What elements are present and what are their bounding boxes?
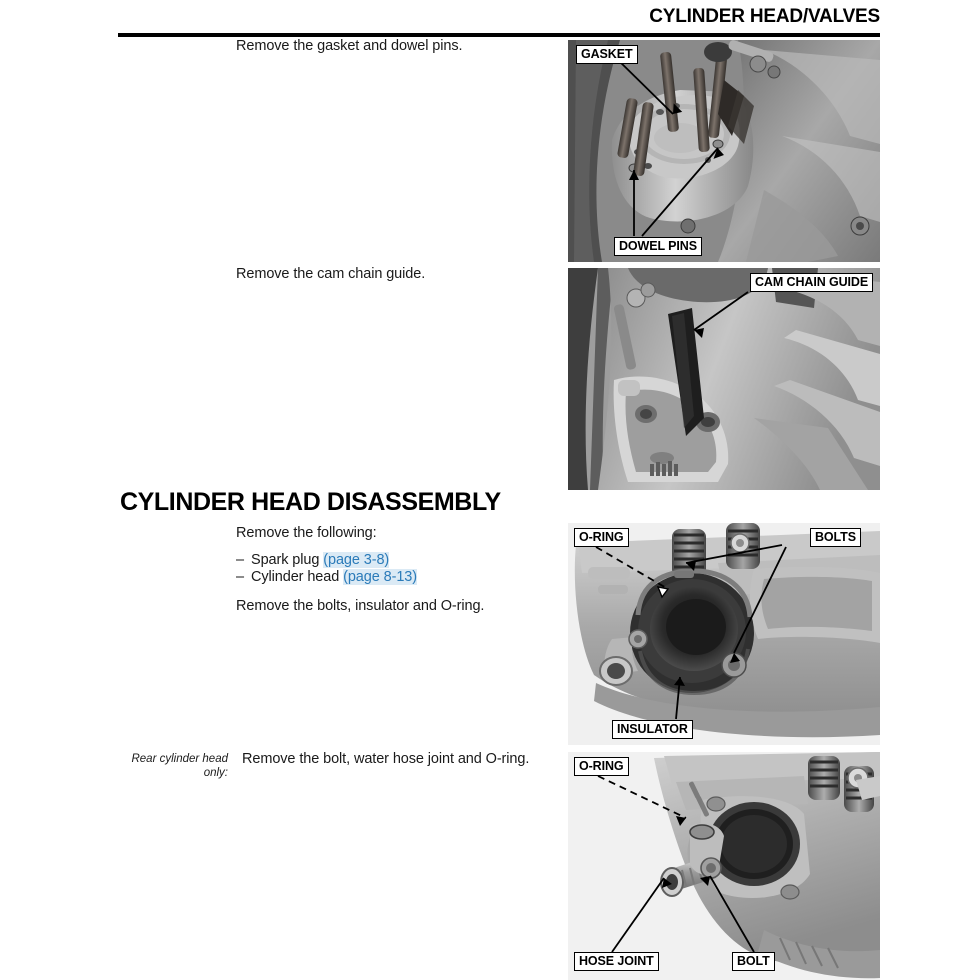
figure-cam-chain-guide <box>568 268 880 490</box>
callout-hose-joint: HOSE JOINT <box>574 952 659 971</box>
instruction-remove-cam-chain-guide: Remove the cam chain guide. <box>236 266 426 282</box>
figure-2-image <box>568 268 880 490</box>
list-item <box>236 552 546 569</box>
callout-bolt: BOLT <box>732 952 775 971</box>
disassembly-instructions <box>236 524 546 616</box>
figure-gasket-dowel-pins <box>568 40 880 262</box>
list-item <box>236 569 546 586</box>
section-heading: CYLINDER HEAD DISASSEMBLY <box>120 488 501 516</box>
figure-oring-bolts-insulator <box>568 523 880 745</box>
callout-cam-chain-guide: CAM CHAIN GUIDE <box>750 273 873 292</box>
figure-3-image <box>568 523 880 745</box>
page-title: CYLINDER HEAD/VALVES <box>649 6 880 27</box>
instruction-remove-bolt-hose-joint-oring: Remove the bolt, water hose joint and O-ring. <box>242 751 530 767</box>
callout-gasket: GASKET <box>576 45 638 64</box>
figure-oring-hose-joint-bolt <box>568 752 880 980</box>
callout-o-ring: O-RING <box>574 528 629 547</box>
callout-insulator: INSULATOR <box>612 720 693 739</box>
figure-4-image <box>568 752 880 980</box>
instruction-remove-gasket: Remove the gasket and dowel pins. <box>236 38 463 54</box>
instruction-remove-bolts-insulator-oring: Remove the bolts, insulator and O-ring. <box>236 598 485 614</box>
list-item-text: Spark plug <box>251 552 324 568</box>
page-reference-link[interactable]: (page 3-8) <box>323 552 390 568</box>
page-header <box>118 6 880 36</box>
list-dash: – <box>236 552 244 568</box>
page-reference-link[interactable]: (page 8-13) <box>343 569 417 585</box>
callout-bolts: BOLTS <box>810 528 861 547</box>
figure-1-image <box>568 40 880 262</box>
remove-list <box>236 552 546 586</box>
list-item-text: Cylinder head <box>251 569 344 585</box>
callout-o-ring: O-RING <box>574 757 629 776</box>
side-note-rear-cylinder-head: Rear cylinder head only: <box>131 753 228 779</box>
callout-dowel-pins: DOWEL PINS <box>614 237 702 256</box>
remove-following-lead: Remove the following: <box>236 525 377 541</box>
list-dash: – <box>236 569 244 585</box>
